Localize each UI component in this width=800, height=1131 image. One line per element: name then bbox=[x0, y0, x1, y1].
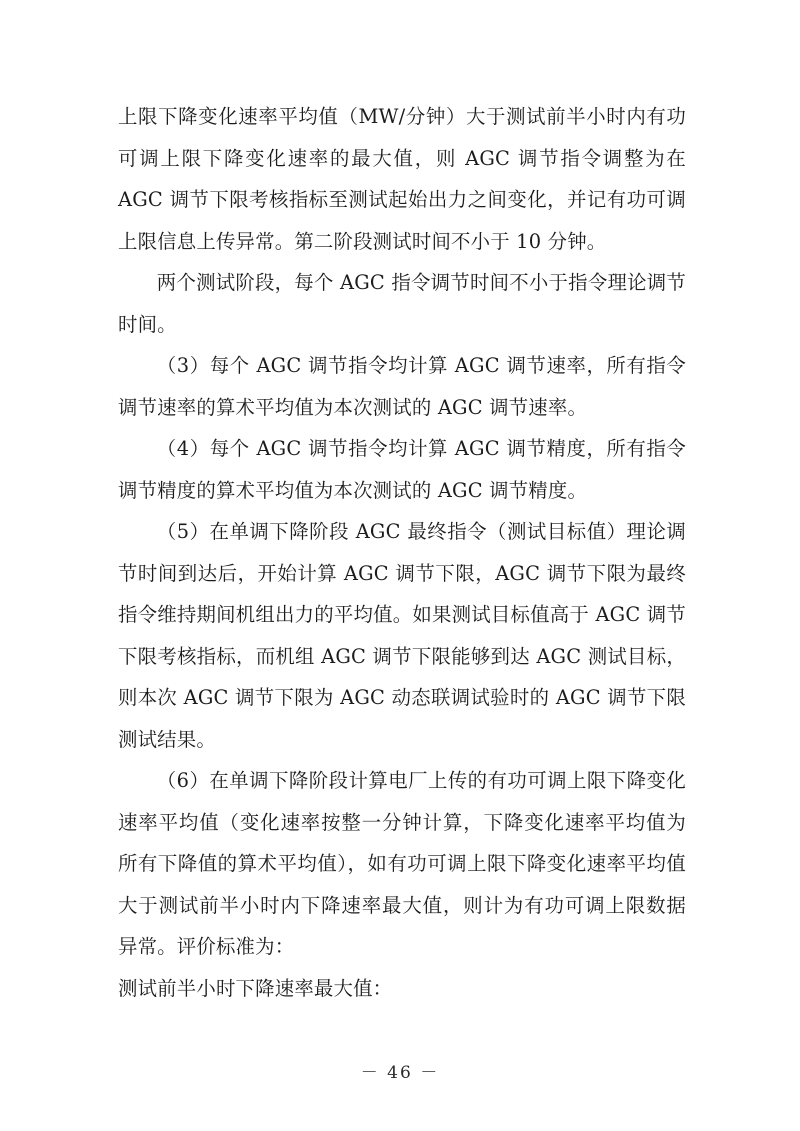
page-content bbox=[118, 96, 686, 1009]
paragraph: （5）在单调下降阶段 AGC 最终指令（测试目标值）理论调节时间到达后，开始计算 AGC 调节下限，AGC 调节下限为最终指令维持期间机组出力的平均值。如果测试目标值高于 AGC 调节下限考核指标，而机组 AGC 调节下限能够到达 AGC 测试目标，则本次 AGC 调节下限为 AGC 动态联调试验时的 AGC 调节下限测试结果。 bbox=[118, 520, 686, 751]
paragraph: 两个测试阶段，每个 AGC 指令调节时间不小于指令理论调节时间。 bbox=[118, 271, 686, 336]
paragraph: （6）在单调下降阶段计算电厂上传的有功可调上限下降变化速率平均值（变化速率按整一分钟计算，下降变化速率平均值为所有下降值的算术平均值），如有功可调上限下降变化速率平均值大于测试前半小时内下降速率最大值，则计为有功可调上限数据异常。评价标准为： bbox=[118, 769, 686, 958]
paragraph: （4）每个 AGC 调节指令均计算 AGC 调节精度，所有指令调节精度的算术平均值为本次测试的 AGC 调节精度。 bbox=[118, 437, 686, 502]
page-number: － 46 － bbox=[360, 1063, 440, 1083]
paragraph: 上限下降变化速率平均值（MW/分钟）大于测试前半小时内有功可调上限下降变化速率的最大值，则 AGC 调节指令调整为在 AGC 调节下限考核指标至测试起始出力之间变化，并记有功可调上限信息上传异常。第二阶段测试时间不小于 10 分钟。 bbox=[118, 105, 686, 253]
paragraph: 测试前半小时下降速率最大值： bbox=[118, 976, 393, 1000]
paragraph: （3）每个 AGC 调节指令均计算 AGC 调节速率，所有指令调节速率的算术平均值为本次测试的 AGC 调节速率。 bbox=[118, 354, 686, 419]
page-footer bbox=[0, 1058, 800, 1083]
